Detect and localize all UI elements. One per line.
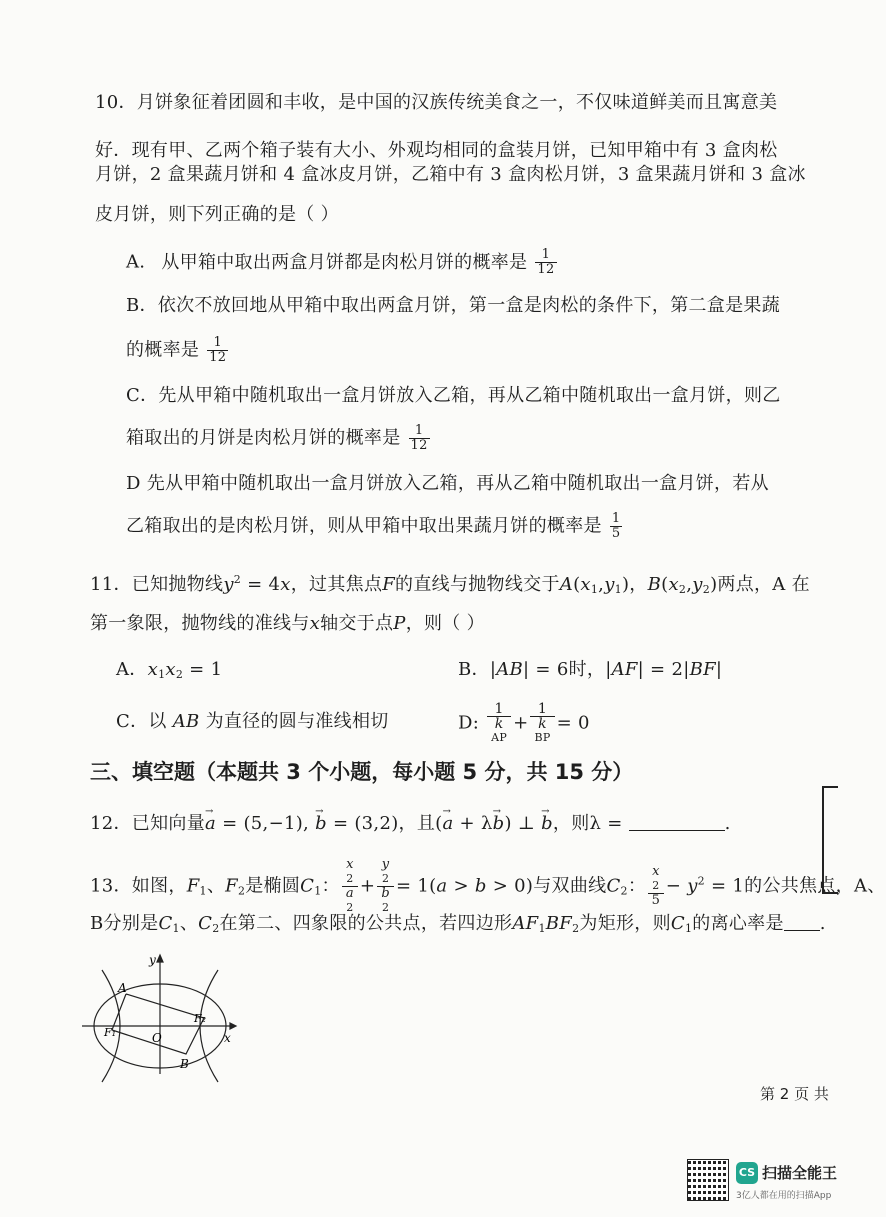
q10-line4: 皮月饼，则下列正确的是（ ） — [95, 204, 339, 225]
q10-option-c-line2: 箱取出的月饼是肉松月饼的概率是 $\frac{1}{12}$ — [126, 423, 428, 453]
option-a-label: A. — [126, 251, 146, 273]
y-axis-arrow — [157, 955, 163, 962]
section-fill-in-title: 三、填空题（本题共 3 个小题，每小题 5 分，共 15 分） — [90, 760, 634, 784]
q12-answer-blank[interactable] — [629, 812, 725, 831]
option-d-fraction: $\frac{1}{5}$ — [611, 511, 621, 541]
qr-code-icon — [688, 1160, 728, 1200]
q12-line: 12．已知向量→ a = (5,−1), → b = (3,2)，且(→ a + λ→ b) ⊥ → b，则λ = . — [90, 812, 731, 836]
q10-option-b-line1: B．依次不放回地从甲箱中取出两盒月饼，第一盒是肉松的条件下，第二盒是果蔬 — [126, 295, 781, 316]
q11-line2: 第一象限，抛物线的准线与x轴交于点P，则（ ） — [90, 613, 485, 634]
label-f2: F₂ — [194, 1012, 207, 1025]
scanner-watermark — [688, 1160, 848, 1204]
q10-option-c-line1: C．先从甲箱中随机取出一盒月饼放入乙箱，再从乙箱中随机取出一盒月饼，则乙 — [126, 385, 781, 406]
q11-line1: 11．已知抛物线$y^2 = 4x$，过其焦点F的直线与抛物线交于$A(x_1,y_1)$，$B(x_2,y_2)$两点，A 在 — [90, 573, 810, 596]
scanner-app-name: 扫描全能王 — [762, 1164, 838, 1182]
q10-line3: 月饼，2 盒果蔬月饼和 4 盒冰皮月饼，乙箱中有 3 盒肉松月饼，3 盒果蔬月饼和 3 盒冰 — [95, 164, 806, 185]
option-a-text: 从甲箱中取出两盒月饼都是肉松月饼的概率是 — [161, 251, 528, 273]
ellipse-hyperbola-figure — [82, 950, 242, 1080]
q13-line1: 13．如图，$F_1$、$F_2$是椭圆$C_1$： x 2 a 2 + y 2 b 2 = 1(a > b > 0)与双曲线$C_2$： x 2 5 − $y^2 = 1$的公共焦点，A、 — [90, 857, 886, 914]
q10-option-b-line2: 的概率是 $\frac{1}{12}$ — [126, 335, 227, 365]
option-b-fraction: $\frac{1}{12}$ — [209, 335, 227, 365]
q11-option-a: A．$x_1x_2 = 1$ — [116, 659, 223, 681]
label-b: B — [180, 1057, 189, 1071]
page-number: 第 2 页 共 — [760, 1085, 829, 1103]
camscanner-logo: CS — [736, 1162, 758, 1184]
q10-line1: 10．月饼象征着团圆和丰收，是中国的汉族传统美食之一，不仅味道鲜美而且寓意美 — [95, 92, 778, 113]
margin-bracket — [822, 786, 838, 894]
q10-option-d-line2: 乙箱取出的是肉松月饼，则从甲箱中取出果蔬月饼的概率是 $\frac{1}{5}$ — [126, 511, 621, 541]
option-a-fraction: $\frac{1}{12}$ — [537, 247, 555, 277]
q10-option-d-line1: D 先从甲箱中随机取出一盒月饼放入乙箱，再从乙箱中随机取出一盒月饼，若从 — [126, 473, 769, 494]
option-c-fraction: $\frac{1}{12}$ — [410, 423, 428, 453]
q13-line2: B分别是$C_1$、$C_2$在第二、四象限的公共点，若四边形$AF_1BF_2$为矩形，则$C_1$的离心率是 . — [90, 913, 826, 935]
scanner-tagline: 3亿人都在用的扫描App — [736, 1191, 832, 1201]
label-a: A — [118, 981, 127, 995]
x-axis-arrow — [230, 1023, 236, 1029]
q13-answer-blank[interactable] — [784, 912, 820, 931]
q10-line2: 好．现有甲、乙两个箱子装有大小、外观均相同的盒装月饼，已知甲箱中有 3 盒肉松 — [95, 140, 778, 161]
q11-option-c: C．以 AB 为直径的圆与准线相切 — [116, 711, 389, 732]
label-o: O — [152, 1031, 162, 1045]
label-x: x — [224, 1031, 231, 1045]
label-y: y — [149, 953, 156, 967]
rectangle-af1bf2 — [112, 994, 207, 1054]
q10-option-a — [126, 248, 559, 277]
label-f1: F₁ — [104, 1026, 117, 1039]
q11-option-b: B．|AB| = 6时，|AF| = 2|BF| — [458, 659, 723, 680]
q11-option-d: D: 1 k AP + 1 k BP = 0 — [458, 701, 590, 744]
